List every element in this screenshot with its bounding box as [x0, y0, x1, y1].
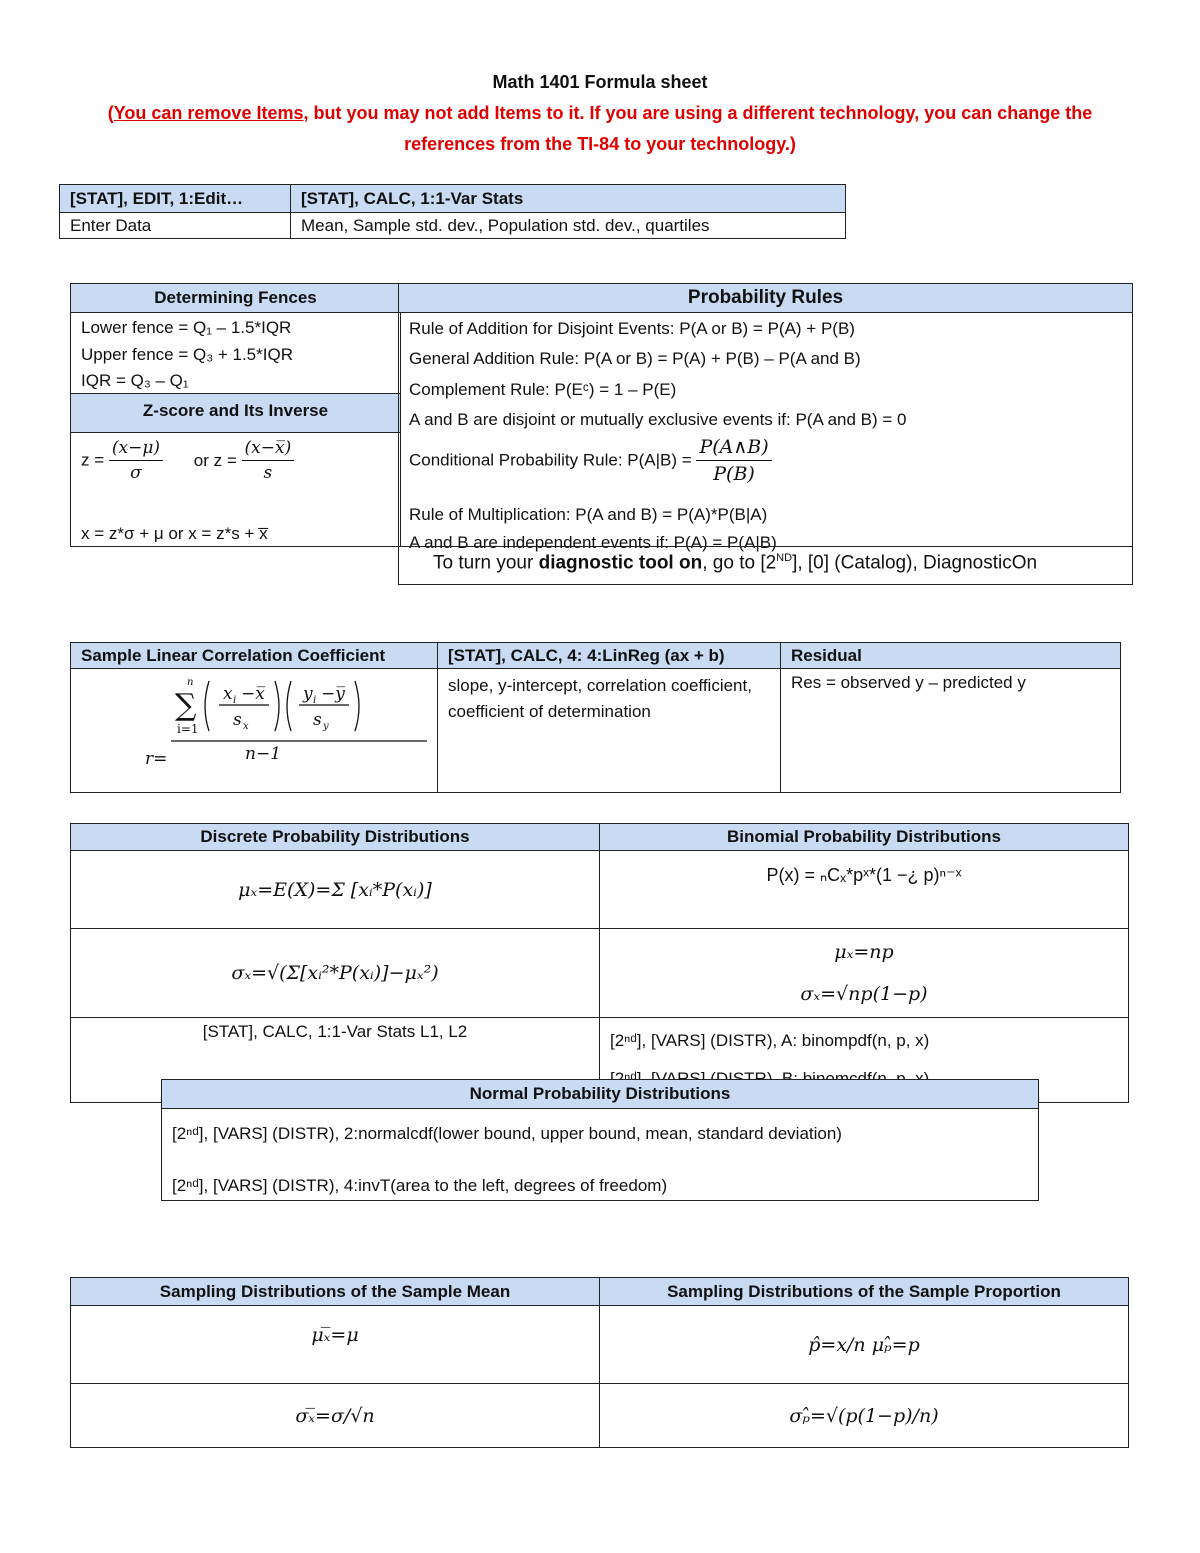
z-denominator: σ [130, 463, 142, 483]
conditional-fraction [696, 436, 771, 485]
rule-multiplication: Rule of Multiplication: P(A and B) = P(A)*P(B|A) [409, 505, 768, 524]
binomial-mean: μₓ=np [834, 941, 894, 963]
diagnostic-bold: diagnostic tool on [538, 552, 703, 574]
svg-text:∑: ∑ [175, 688, 197, 723]
sampling-table [70, 1277, 1129, 1448]
zscore-header: Z-score and Its Inverse [71, 393, 400, 433]
z-numerator: (x−μ) [109, 438, 163, 461]
diagnostic-middle: , go to [2 [702, 552, 777, 574]
instructions-line2: references from the TI-84 to your technology.) [404, 134, 796, 154]
diagnostic-row [399, 546, 1132, 585]
z2-fraction [242, 438, 295, 483]
conditional-numerator: P(A∧B) [696, 436, 771, 461]
discrete-mean-cell: μₓ=E(X)=Σ [xᵢ*P(xᵢ)] [71, 851, 600, 929]
diagnostic-prefix: To turn your [433, 552, 539, 574]
lower-fence: Lower fence = Q₁ – 1.5*IQR [81, 318, 292, 337]
svg-text:i: i [233, 695, 237, 706]
binomial-sd: σₓ=√np(1−p) [800, 983, 928, 1005]
diagnostic-sup: ND [776, 552, 793, 564]
svg-text:−y̅: −y̅ [321, 684, 345, 704]
normal-header: Normal Probability Distributions [162, 1080, 1038, 1109]
svg-text:−x̅: −x̅ [241, 684, 265, 704]
residual-header: Residual [781, 643, 1121, 669]
stats-cell-enter: Enter Data [60, 213, 291, 239]
z2-numerator: (x−x̅) [242, 438, 295, 461]
discrete-calc-cell: [STAT], CALC, 1:1-Var Stats L1, L2 [71, 1018, 600, 1103]
page-title: Math 1401 Formula sheet [492, 72, 708, 92]
correlation-formula-cell [71, 669, 438, 793]
binomial-header: Binomial Probability Distributions [600, 824, 1129, 851]
invt-line: [2ⁿᵈ], [VARS] (DISTR), 4:invT(area to the left, degrees of freedom) [172, 1176, 668, 1195]
svg-text:x: x [223, 684, 233, 704]
binomial-mean-sd-cell [600, 929, 1129, 1018]
discrete-header: Discrete Probability Distributions [71, 824, 600, 851]
svg-text:i=1: i=1 [177, 722, 199, 736]
rule-disjoint: A and B are disjoint or mutually exclusive events if: P(A and B) = 0 [409, 410, 907, 429]
conditional-prefix: Conditional Probability Rule: P(A|B) = [409, 450, 692, 470]
sampling-proportion-header: Sampling Distributions of the Sample Proportion [600, 1278, 1129, 1306]
svg-text:s: s [233, 710, 242, 730]
open-paren: ( [107, 103, 114, 123]
correlation-header: Sample Linear Correlation Coefficient [71, 643, 438, 669]
svg-text:s: s [313, 710, 322, 730]
stats-table [59, 184, 846, 239]
sampling-mean-header: Sampling Distributions of the Sample Mean [71, 1278, 600, 1306]
iqr-formula: IQR = Q₃ – Q₁ [81, 371, 189, 390]
z-prefix: z = [81, 450, 105, 470]
instructions-link[interactable]: You can remove Items [113, 103, 304, 123]
sample-mean-mu-cell: μₓ̅=μ [71, 1306, 600, 1384]
rule-independent: A and B are independent events if: P(A) = P(A|B) [409, 533, 777, 552]
instructions-line1 [0, 103, 1200, 124]
svg-text:y: y [323, 721, 329, 732]
normal-box [161, 1079, 1039, 1201]
svg-text:y: y [303, 684, 313, 704]
svg-text:n: n [187, 677, 194, 688]
n-minus-one: n−1 [245, 744, 282, 764]
diagnostic-suffix: ], [0] (Catalog), DiagnosticOn [792, 552, 1038, 574]
linreg-header: [STAT], CALC, 4: 4:LinReg (ax + b) [438, 643, 781, 669]
probability-header: Probability Rules [399, 284, 1132, 313]
r-equals: r= [145, 749, 168, 769]
or-text: or z = [193, 450, 237, 470]
sample-mean-sigma-cell: σₓ̅=σ/√n [71, 1384, 600, 1448]
stats-cell-outputs: Mean, Sample std. dev., Population std. dev., quartiles [291, 213, 846, 239]
discrete-sd-cell: σₓ=√(Σ[xᵢ²*P(xᵢ)]−μₓ²) [71, 929, 600, 1018]
stats-header-edit: [STAT], EDIT, 1:Edit… [60, 185, 291, 213]
fences-header: Determining Fences [71, 284, 400, 313]
discrete-binomial-table [70, 823, 1129, 1103]
svg-text:x: x [243, 721, 249, 732]
correlation-table [70, 642, 1121, 793]
rule-general-addition: General Addition Rule: P(A or B) = P(A) + P(B) – P(A and B) [409, 349, 861, 368]
fences-zscore-box [70, 283, 401, 547]
conditional-denominator: P(B) [713, 463, 755, 485]
z2-denominator: s [263, 463, 273, 483]
upper-fence: Upper fence = Q₃ + 1.5*IQR [81, 345, 293, 364]
rule-addition-disjoint: Rule of Addition for Disjoint Events: P(A or B) = P(A) + P(B) [409, 319, 855, 338]
binompdf-line: [2ⁿᵈ], [VARS] (DISTR), A: binompdf(n, p, x) [610, 1031, 930, 1050]
rule-complement: Complement Rule: P(Eᶜ) = 1 – P(E) [409, 380, 677, 399]
zscore-formula [81, 438, 294, 483]
svg-text:i: i [313, 695, 317, 706]
linreg-cell: slope, y-intercept, correlation coefficient, coefficient of determination [438, 669, 781, 793]
binomial-formula-cell: P(x) = ₙCₓ*pˣ*(1 −¿ p)ⁿ⁻ˣ [600, 851, 1129, 929]
correlation-formula [171, 671, 433, 771]
instructions-rest: , but you may not add Items to it. If you are using a different technology, you can change the [303, 103, 1093, 123]
zscore-inverse: x = z*σ + μ or x = z*s + x̅ [81, 524, 268, 543]
probability-box [398, 283, 1133, 585]
sample-proportion-cell: p̂=x/n μₚ̂=p [600, 1306, 1129, 1384]
diagnostic-text [433, 552, 1037, 574]
stats-header-calc: [STAT], CALC, 1:1-Var Stats [291, 185, 846, 213]
residual-cell: Res = observed y – predicted y [781, 669, 1121, 793]
normalcdf-line: [2ⁿᵈ], [VARS] (DISTR), 2:normalcdf(lower bound, upper bound, mean, standard deviation) [172, 1124, 842, 1143]
z-fraction [109, 438, 163, 483]
rule-conditional [409, 436, 772, 485]
sample-proportion-sigma-cell: σₚ̂=√(p(1−p)/n) [600, 1384, 1129, 1448]
